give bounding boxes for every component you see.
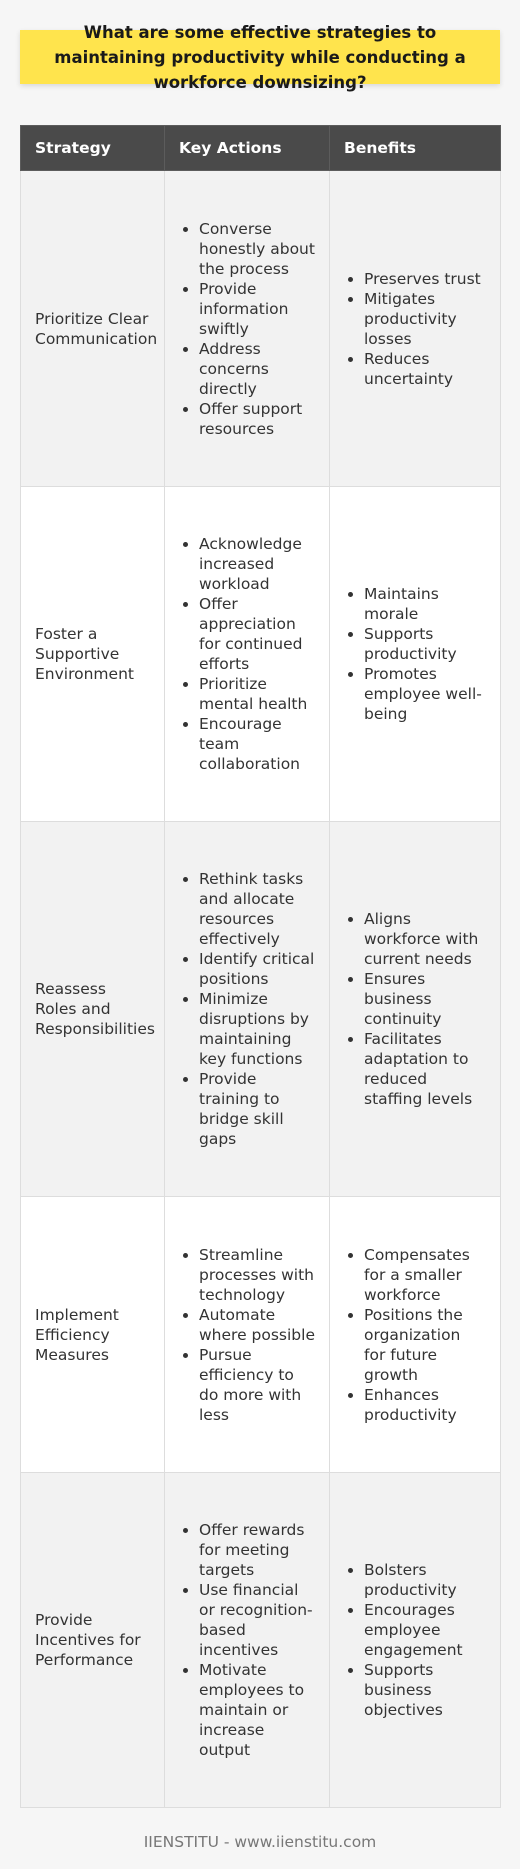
- list-item: • Supports productivity: [364, 624, 486, 664]
- benefits-cell: [330, 171, 501, 487]
- benefits-cell: [330, 1473, 501, 1808]
- footer: [0, 1833, 520, 1851]
- benefits-cell: [330, 1197, 501, 1473]
- benefits-list: [344, 1245, 486, 1425]
- actions-list: [179, 1245, 315, 1425]
- list-item: • Supports business objectives: [364, 1660, 486, 1720]
- strategy-cell: Prioritize Clear Communication: [21, 171, 165, 487]
- strategies-table: [20, 125, 501, 1808]
- benefits-list: [344, 909, 486, 1109]
- benefits-cell: [330, 822, 501, 1197]
- table-row: [21, 822, 501, 1197]
- list-item: • Offer appreciation for continued efforts: [199, 594, 315, 674]
- question-text: What are some effective strategies to maintaining productivity while conducting a workforce downsizing?: [54, 22, 466, 92]
- list-item: • Preserves trust: [364, 269, 486, 289]
- table-row: [21, 1197, 501, 1473]
- benefits-cell: [330, 487, 501, 822]
- list-item: • Provide information swiftly: [199, 279, 315, 339]
- list-item: • Address concerns directly: [199, 339, 315, 399]
- benefits-list: [344, 1560, 486, 1720]
- actions-list: [179, 869, 315, 1149]
- list-item: • Offer rewards for meeting targets: [199, 1520, 315, 1580]
- header-benefits: Benefits: [330, 126, 501, 171]
- list-item: • Facilitates adaptation to reduced staffing levels: [364, 1029, 486, 1109]
- actions-cell: [165, 171, 330, 487]
- list-item: • Converse honestly about the process: [199, 219, 315, 279]
- list-item: • Bolsters productivity: [364, 1560, 486, 1600]
- list-item: • Motivate employees to maintain or increase output: [199, 1660, 315, 1760]
- list-item: • Reduces uncertainty: [364, 349, 486, 389]
- table-row: [21, 487, 501, 822]
- list-item: • Encourage team collaboration: [199, 714, 315, 774]
- header-strategy: Strategy: [21, 126, 165, 171]
- list-item: • Compensates for a smaller workforce: [364, 1245, 486, 1305]
- actions-list: [179, 219, 315, 439]
- list-item: • Acknowledge increased workload: [199, 534, 315, 594]
- actions-list: [179, 1520, 315, 1760]
- list-item: • Rethink tasks and allocate resources effectively: [199, 869, 315, 949]
- strategy-cell: Implement Efficiency Measures: [21, 1197, 165, 1473]
- actions-cell: [165, 1197, 330, 1473]
- list-item: • Aligns workforce with current needs: [364, 909, 486, 969]
- list-item: • Identify critical positions: [199, 949, 315, 989]
- list-item: • Mitigates productivity losses: [364, 289, 486, 349]
- actions-list: [179, 534, 315, 774]
- strategy-cell: Provide Incentives for Performance: [21, 1473, 165, 1808]
- list-item: • Prioritize mental health: [199, 674, 315, 714]
- question-banner: [20, 22, 500, 92]
- list-item: • Streamline processes with technology: [199, 1245, 315, 1305]
- list-item: • Automate where possible: [199, 1305, 315, 1345]
- list-item: • Ensures business continuity: [364, 969, 486, 1029]
- table-row: [21, 171, 501, 487]
- list-item: • Enhances productivity: [364, 1385, 486, 1425]
- benefits-list: [344, 584, 486, 724]
- list-item: • Provide training to bridge skill gaps: [199, 1069, 315, 1149]
- actions-cell: [165, 1473, 330, 1808]
- table-header-row: [21, 126, 501, 171]
- list-item: • Pursue efficiency to do more with less: [199, 1345, 315, 1425]
- header-key-actions: Key Actions: [165, 126, 330, 171]
- table-row: [21, 1473, 501, 1808]
- list-item: • Use financial or recognition-based incentives: [199, 1580, 315, 1660]
- list-item: • Offer support resources: [199, 399, 315, 439]
- list-item: • Positions the organization for future growth: [364, 1305, 486, 1385]
- actions-cell: [165, 822, 330, 1197]
- list-item: • Promotes employee well-being: [364, 664, 486, 724]
- list-item: • Minimize disruptions by maintaining key functions: [199, 989, 315, 1069]
- strategy-cell: Reassess Roles and Responsibilities: [21, 822, 165, 1197]
- list-item: • Encourages employee engagement: [364, 1600, 486, 1660]
- actions-cell: [165, 487, 330, 822]
- footer-text: IIENSTITU - www.iienstitu.com: [143, 1833, 377, 1851]
- strategy-cell: Foster a Supportive Environment: [21, 487, 165, 822]
- benefits-list: [344, 269, 486, 389]
- list-item: • Maintains morale: [364, 584, 486, 624]
